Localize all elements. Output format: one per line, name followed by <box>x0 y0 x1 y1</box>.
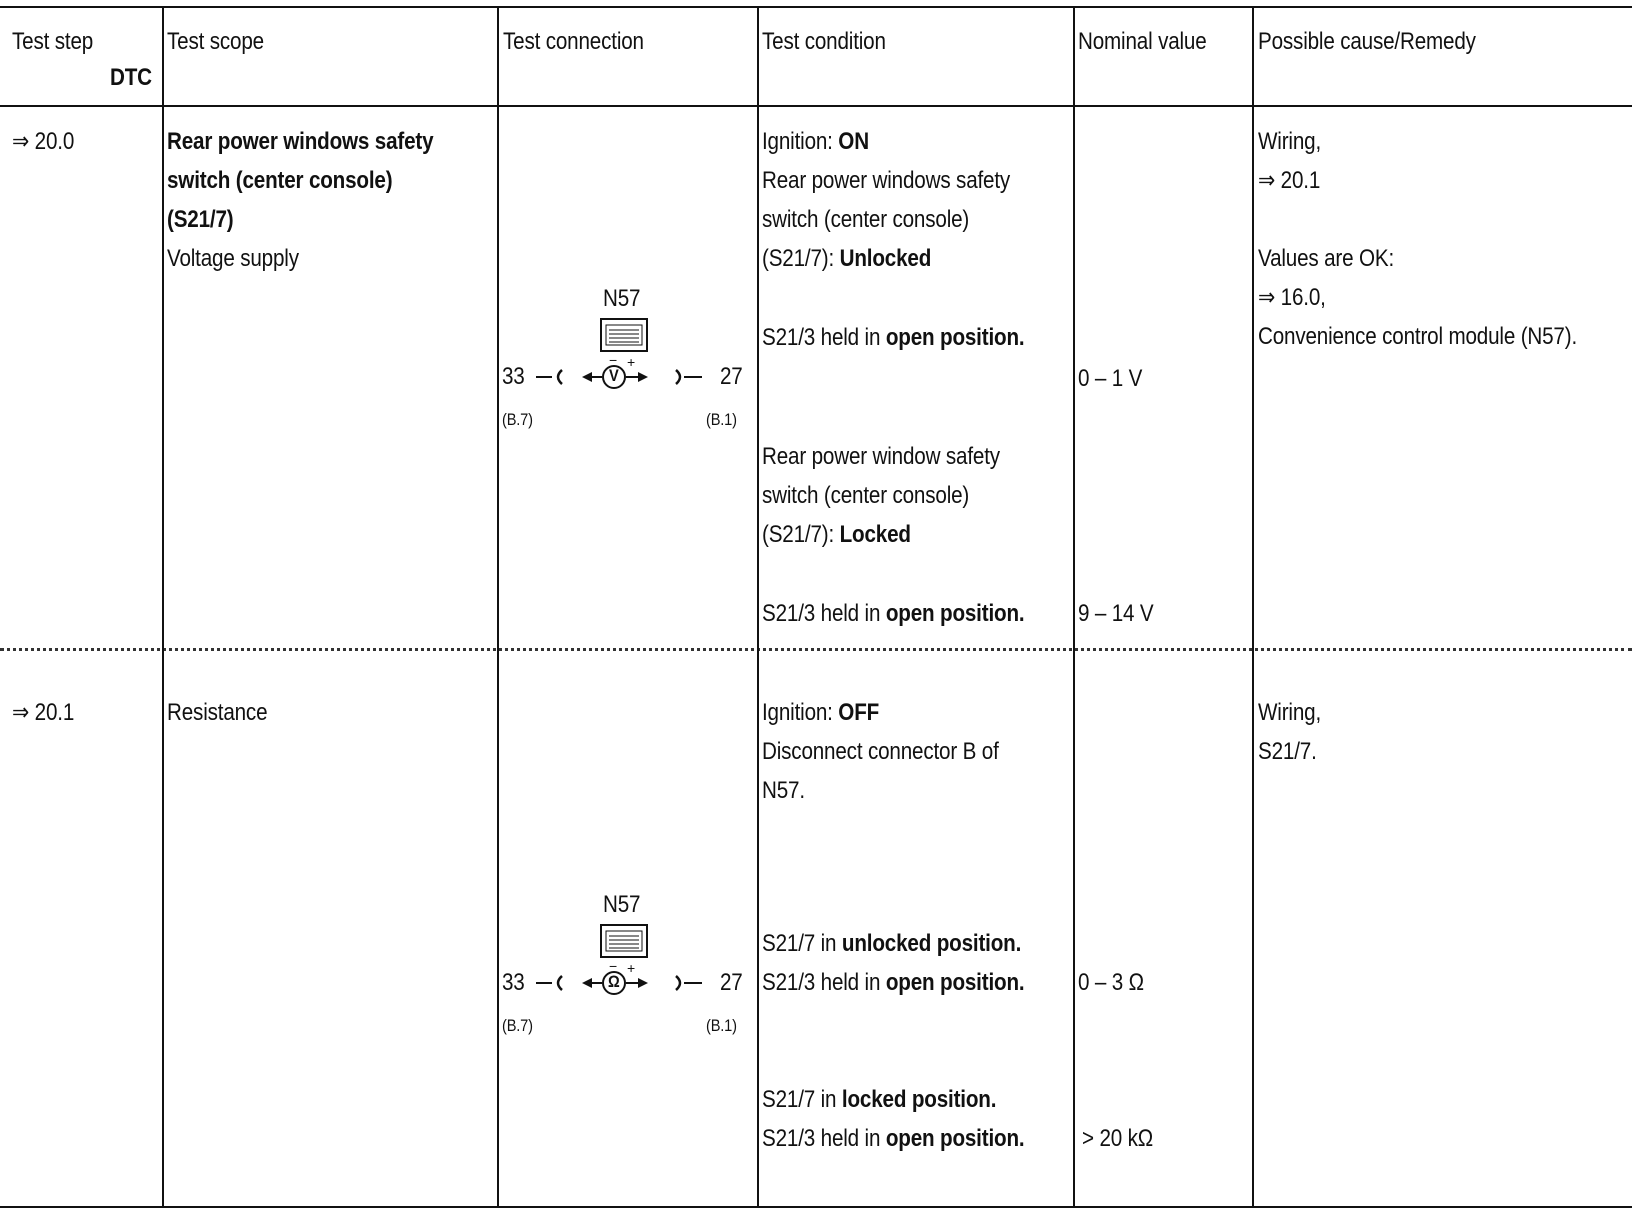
test-step-20-0: ⇒ 20.0 <box>12 128 75 155</box>
condition-ignition: Ignition: ON <box>762 128 869 155</box>
left-pin-number: 33 <box>502 969 525 996</box>
nominal-value: 0 – 3 Ω <box>1078 969 1144 996</box>
remedy-link[interactable]: ⇒ 16.0, <box>1258 284 1326 311</box>
condition-text: Disconnect connector B of <box>762 738 999 765</box>
header-nominal-value: Nominal value <box>1078 28 1207 55</box>
svg-text:+: + <box>627 963 636 976</box>
condition-text: S21/3 held in open position. <box>762 324 1025 351</box>
header-test-connection: Test connection <box>503 28 644 55</box>
test-scope-subtitle: Resistance <box>167 699 268 726</box>
left-pin-number: 33 <box>502 363 525 390</box>
test-scope-title-line: switch (center console) <box>167 167 393 194</box>
condition-text: Rear power window safety <box>762 443 1000 470</box>
condition-text: switch (center console) <box>762 206 970 233</box>
column-divider-2 <box>497 6 499 1208</box>
ohmmeter-connection-icon <box>532 963 722 1003</box>
condition-text: S21/7 in locked position. <box>762 1086 997 1113</box>
condition-text: S21/3 held in open position. <box>762 1125 1025 1152</box>
nominal-value: > 20 kΩ <box>1082 1125 1154 1152</box>
header-dtc: DTC <box>110 64 152 91</box>
module-icon <box>600 924 648 958</box>
condition-text: S21/3 held in open position. <box>762 969 1025 996</box>
nominal-value: 9 – 14 V <box>1078 600 1154 627</box>
column-divider-4 <box>1073 6 1075 1208</box>
test-scope-title-line: (S21/7) <box>167 206 234 233</box>
right-pin-number: 27 <box>720 969 743 996</box>
condition-text: (S21/7): Locked <box>762 521 911 548</box>
remedy-text: Wiring, <box>1258 699 1322 726</box>
remedy-text: Values are OK: <box>1258 245 1395 272</box>
svg-text:+: + <box>627 357 636 370</box>
condition-text: switch (center console) <box>762 482 970 509</box>
column-divider-3 <box>757 6 759 1208</box>
table-bottom-border <box>0 1206 1632 1208</box>
remedy-text: Wiring, <box>1258 128 1322 155</box>
row-divider <box>0 648 1632 651</box>
table-top-border <box>0 6 1632 8</box>
left-pin-reference: (B.7) <box>502 1016 533 1035</box>
right-pin-reference: (B.1) <box>706 410 737 429</box>
left-pin-reference: (B.7) <box>502 410 533 429</box>
header-test-condition: Test condition <box>762 28 886 55</box>
voltmeter-connection-icon <box>532 357 722 397</box>
condition-text: S21/7 in unlocked position. <box>762 930 1022 957</box>
remedy-link[interactable]: ⇒ 20.1 <box>1258 167 1321 194</box>
test-scope-title-line: Rear power windows safety <box>167 128 434 155</box>
test-scope-subtitle: Voltage supply <box>167 245 299 272</box>
module-label: N57 <box>603 285 641 312</box>
right-pin-number: 27 <box>720 363 743 390</box>
condition-text: N57. <box>762 777 805 804</box>
column-divider-1 <box>162 6 164 1208</box>
module-label: N57 <box>603 891 641 918</box>
svg-text:−: − <box>609 357 618 368</box>
condition-ignition: Ignition: OFF <box>762 699 880 726</box>
remedy-text: S21/7. <box>1258 738 1317 765</box>
condition-text: S21/3 held in open position. <box>762 600 1025 627</box>
meter-symbol: Ω <box>608 972 620 991</box>
column-divider-5 <box>1252 6 1254 1208</box>
condition-text: (S21/7): Unlocked <box>762 245 932 272</box>
right-pin-reference: (B.1) <box>706 1016 737 1035</box>
header-possible-cause: Possible cause/Remedy <box>1258 28 1476 55</box>
module-icon <box>600 318 648 352</box>
remedy-text: Convenience control module (N57). <box>1258 323 1578 350</box>
test-step-20-1: ⇒ 20.1 <box>12 699 75 726</box>
header-test-step: Test step <box>12 28 94 55</box>
header-bottom-border <box>0 105 1632 107</box>
meter-symbol: V <box>609 366 619 385</box>
svg-text:−: − <box>609 963 618 974</box>
nominal-value: 0 – 1 V <box>1078 365 1143 392</box>
header-test-scope: Test scope <box>167 28 264 55</box>
condition-text: Rear power windows safety <box>762 167 1011 194</box>
